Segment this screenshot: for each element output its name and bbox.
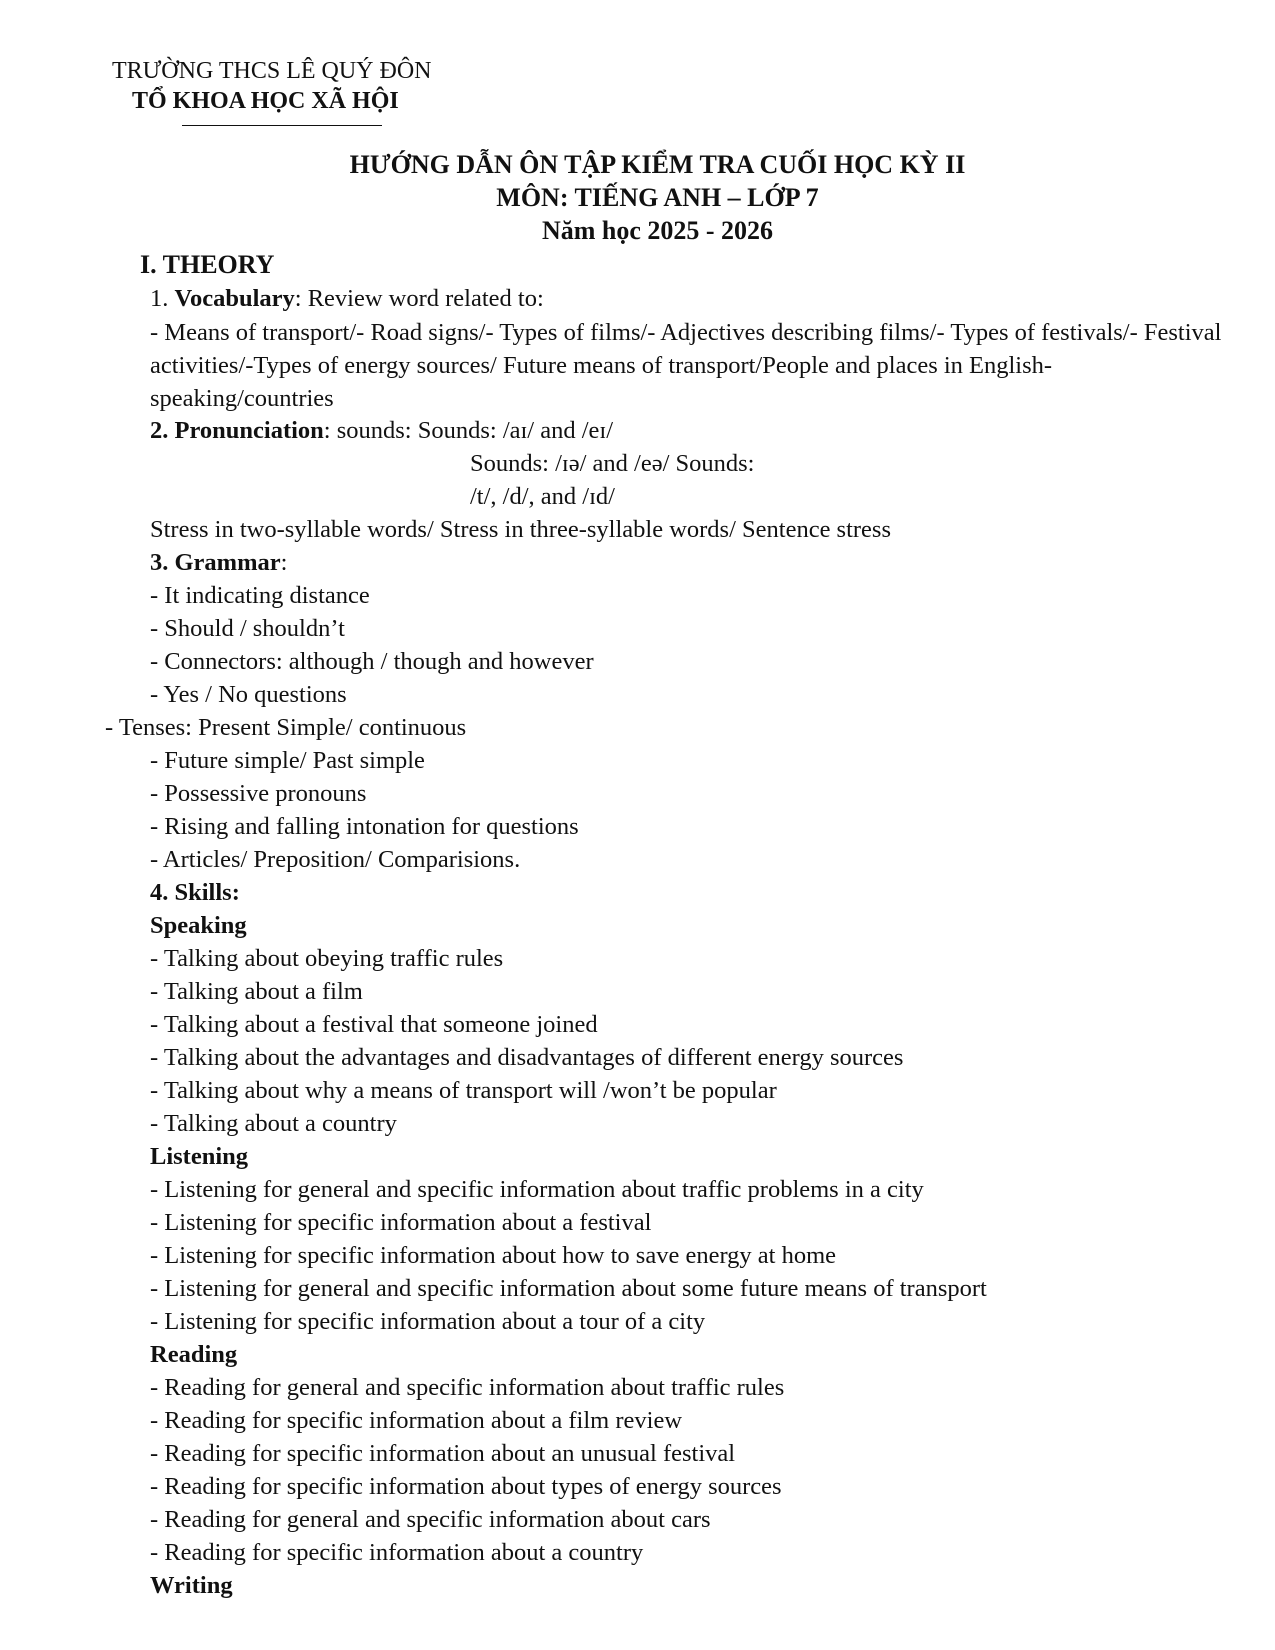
list-item: - Talking about a festival that someone joined [150, 1011, 598, 1038]
vocabulary-heading [150, 282, 544, 315]
list-item: - Talking about why a means of transport will /won’t be popular [150, 1077, 777, 1104]
doc-title-line3: Năm học 2025 - 2026 [541, 216, 774, 245]
list-item: - Tenses: Present Simple/ continuous [105, 714, 467, 741]
list-item: - Connectors: although / though and however [150, 648, 594, 675]
grammar-colon: : [280, 549, 288, 576]
vocabulary-label: Vocabulary [174, 285, 295, 312]
list-item: - Talking about the advantages and disadvantages of different energy sources [150, 1044, 904, 1071]
speaking-heading: Speaking [150, 912, 247, 939]
listening-heading: Listening [150, 1143, 249, 1170]
school-name: TRƯỜNG THCS LÊ QUÝ ĐÔN [112, 58, 432, 84]
list-item: - Talking about a country [150, 1110, 397, 1137]
section-theory-heading: I. THEORY [140, 250, 275, 279]
list-item: - Listening for specific information about how to save energy at home [150, 1242, 837, 1269]
list-item: - Talking about obeying traffic rules [150, 945, 504, 972]
pronunciation-sounds-2: Sounds: /ɪə/ and /eə/ Sounds: [470, 450, 755, 477]
reading-heading: Reading [150, 1341, 238, 1368]
list-item: - Listening for specific information about a festival [150, 1209, 652, 1236]
list-item: - Reading for specific information about types of energy sources [150, 1473, 782, 1500]
pronunciation-line1 [150, 414, 613, 447]
list-item: - Reading for specific information about a film review [150, 1407, 683, 1434]
list-item: - Reading for general and specific information about cars [150, 1506, 711, 1533]
grammar-heading [150, 546, 287, 579]
list-item: - Yes / No questions [150, 681, 347, 708]
pronunciation-sounds-1: : sounds: Sounds: /aɪ/ and /eɪ/ [323, 417, 614, 444]
pronunciation-label: 2. Pronunciation [150, 417, 324, 444]
pronunciation-sounds-3: /t/, /d/, and /ɪd/ [470, 483, 615, 510]
list-item: - Talking about a film [150, 978, 363, 1005]
list-item: - Reading for specific information about an unusual festival [150, 1440, 736, 1467]
skills-heading: 4. Skills: [150, 879, 240, 906]
list-item: - Articles/ Preposition/ Comparisions. [150, 846, 521, 873]
list-item: - Reading for general and specific information about traffic rules [150, 1374, 785, 1401]
department-name: TỔ KHOA HỌC XÃ HỘI [132, 88, 399, 114]
list-item: - Reading for specific information about a country [150, 1539, 644, 1566]
doc-title-line2: MÔN: TIẾNG ANH – LỚP 7 [496, 183, 819, 212]
list-item: - Future simple/ Past simple [150, 747, 425, 774]
vocabulary-intro: : Review word related to: [294, 285, 544, 312]
writing-heading: Writing [150, 1572, 233, 1599]
list-item: - Should / shouldn’t [150, 615, 345, 642]
list-item: - Listening for general and specific information about traffic problems in a city [150, 1176, 924, 1203]
pronunciation-stress: Stress in two-syllable words/ Stress in three-syllable words/ Sentence stress [150, 516, 892, 543]
list-item: - Listening for specific information about a tour of a city [150, 1308, 706, 1335]
doc-title-line1: HƯỚNG DẪN ÔN TẬP KIỂM TRA CUỐI HỌC KỲ II [349, 150, 966, 179]
list-item: - Rising and falling intonation for questions [150, 813, 579, 840]
vocabulary-number: 1. [150, 285, 175, 312]
header-underline [182, 125, 382, 126]
list-item: - It indicating distance [150, 582, 370, 609]
list-item: - Possessive pronouns [150, 780, 367, 807]
vocabulary-text: - Means of transport/- Road signs/- Types of films/- Adjectives describing films/- Types of festivals/- Festival activities/-Types of energy sources/ Future means of transport/People and places in English-speaking/countries [150, 319, 1222, 412]
grammar-label: 3. Grammar [150, 549, 281, 576]
list-item: - Listening for general and specific information about some future means of transport [150, 1275, 987, 1302]
